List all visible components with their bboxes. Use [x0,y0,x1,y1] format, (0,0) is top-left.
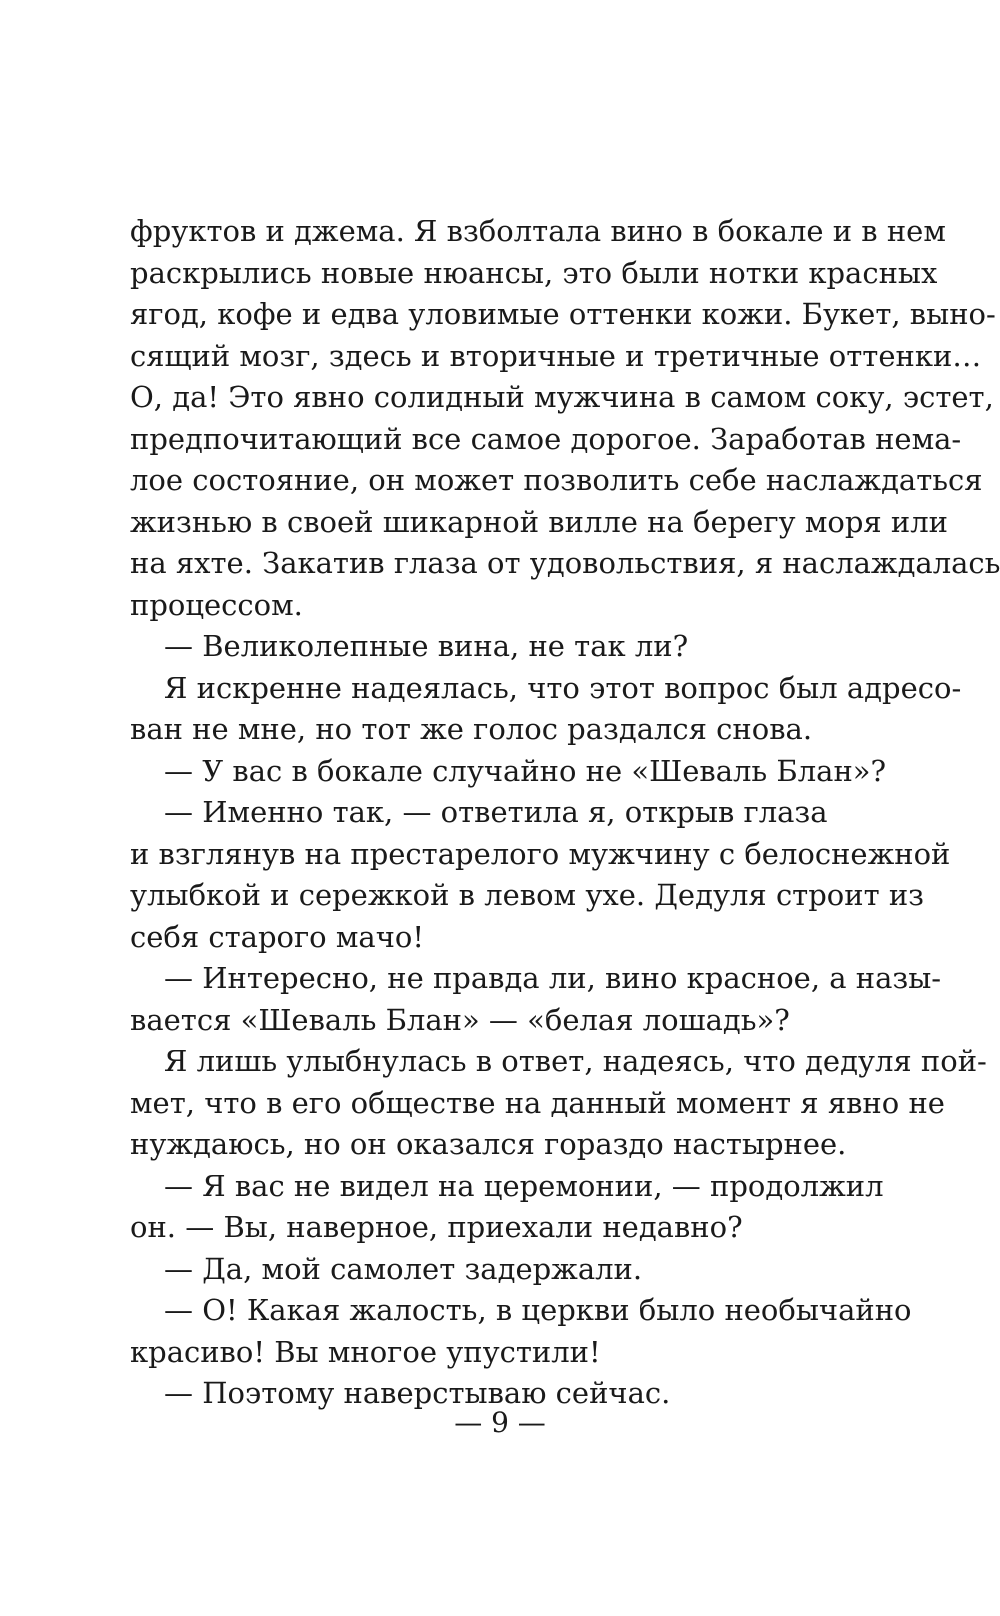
text-line: вается «Шеваль Блан» — «белая лошадь»? [130,1002,790,1037]
text-line: он. — Вы, наверное, приехали недавно? [130,1210,743,1244]
dialogue-line: — У вас в бокале случайно не «Шеваль Блан»? [164,753,887,788]
dialogue-line: — О! Какая жалость, в церкви было необычайно [164,1293,912,1327]
text-line: ягод, кофе и едва уловимые оттенки кожи. Букет, выно- [130,297,996,331]
text-line: раскрылись новые нюансы, это были нотки красных [130,255,938,290]
dialogue-line: — Да, мой самолет задержали. [164,1251,643,1286]
text-line: себя старого мачо! [130,919,424,954]
paragraph-start-line: Я лишь улыбнулась в ответ, надеясь, что дедуля пой- [164,1044,987,1078]
text-line: красиво! Вы многое упустили! [130,1334,601,1369]
dialogue-line: — Я вас не видел на церемонии, — продолжил [164,1168,884,1203]
text-line: фруктов и джема. Я взболтала вино в бокале и в нем [130,214,946,248]
dialogue-line: — Интересно, не правда ли, вино красное, а назы- [164,961,942,995]
text-line: улыбкой и сережкой в левом ухе. Дедуля строит из [130,878,924,912]
text-line: жизнью в своей шикарной вилле на берегу моря или [130,504,949,539]
page-number: — 9 — [454,1406,546,1439]
text-line: нуждаюсь, но он оказался гораздо настырнее. [130,1127,847,1161]
body-text [130,211,1000,1415]
text-line: О, да! Это явно солидный мужчина в самом соку, эстет, [130,380,994,414]
text-line: лое состояние, он может позволить себе наслаждаться [130,463,983,497]
text-line: мет, что в его обществе на данный момент я явно не [130,1085,945,1120]
dialogue-line: — Поэтому наверстываю сейчас. [164,1376,671,1410]
text-line: на яхте. Закатив глаза от удовольствия, я наслаждалась [130,546,1000,580]
text-line: и взглянув на престарелого мужчину с белоснежной [130,836,951,871]
text-line: процессом. [130,587,303,622]
dialogue-line: — Именно так, — ответила я, открыв глаза [164,795,828,829]
text-line: предпочитающий все самое дорогое. Заработав нема- [130,421,962,456]
paragraph-start-line: Я искренне надеялась, что этот вопрос был адресо- [164,670,962,705]
text-line: сящий мозг, здесь и вторичные и третичные оттенки… [130,338,982,373]
dialogue-line: — Великолепные вина, не так ли? [164,629,689,663]
text-line: ван не мне, но тот же голос раздался снова. [130,712,813,746]
